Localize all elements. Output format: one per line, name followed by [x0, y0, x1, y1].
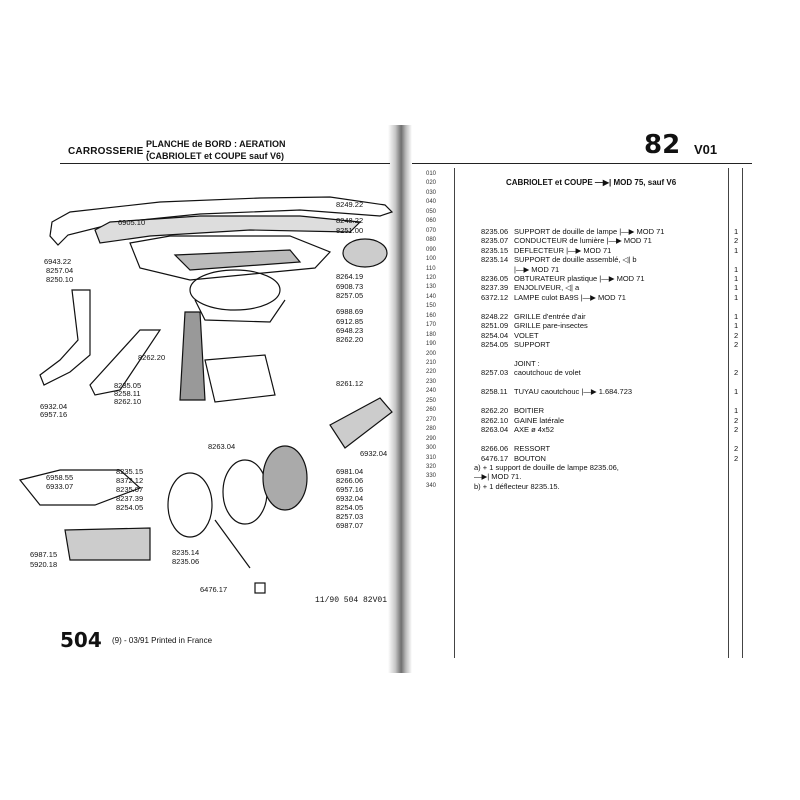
part-label: 8235.06	[172, 557, 200, 566]
table-row	[424, 293, 744, 302]
part-label: 6987.15	[30, 550, 58, 559]
vent-grille-mesh	[175, 250, 300, 270]
part-label: 6908.73	[336, 282, 364, 291]
part-label: 5920.18	[30, 560, 58, 569]
table-row	[424, 331, 744, 340]
part-reference: 8262.20	[481, 406, 509, 416]
footer-print-info: (9) - 03/91 Printed in France	[112, 636, 213, 645]
table-row	[424, 227, 744, 236]
part-reference: 8248.22	[481, 311, 509, 321]
left-hose	[40, 290, 90, 385]
part-description: SUPPORT de douille de lampe |—▶ MOD 71	[514, 226, 665, 236]
line-number-text: 120	[426, 274, 437, 281]
line-number-text: 310	[426, 454, 437, 461]
part-quantity: 1	[734, 321, 739, 331]
line-number-text: 070	[426, 227, 437, 234]
part-reference: 8235.15	[481, 245, 509, 255]
part-quantity: 1	[734, 311, 739, 321]
line-number	[424, 435, 744, 444]
part-label: 8257.05	[336, 291, 364, 300]
part-reference: 8251.09	[481, 321, 509, 331]
table-row	[424, 425, 744, 434]
part-label: 8261.12	[336, 379, 364, 388]
line-number	[424, 208, 744, 217]
table-row	[424, 359, 744, 368]
part-description: BOUTON	[514, 453, 546, 463]
part-reference: 8257.03	[481, 368, 509, 378]
center-housing-body	[195, 300, 285, 322]
part-description: GRILLE d'entrée d'air	[514, 311, 586, 321]
line-number-text: 180	[426, 331, 437, 338]
line-number-text: 190	[426, 341, 437, 348]
part-description: ENJOLIVEUR, ◁| a	[514, 283, 580, 293]
part-label: 8235.14	[172, 548, 200, 557]
line-number-text: 200	[426, 350, 437, 357]
line-number-text: 280	[426, 426, 437, 433]
part-description: SUPPORT de douille assemblé, ◁| b	[514, 255, 637, 265]
part-description: OBTURATEUR plastique |—▶ MOD 71	[514, 273, 645, 283]
part-description: RESSORT	[514, 444, 551, 454]
part-quantity: 2	[734, 330, 739, 340]
part-label: 6912.85	[336, 317, 364, 326]
part-label: 8372.12	[116, 476, 144, 485]
line-number	[424, 350, 744, 359]
part-label: 8235.15	[116, 467, 144, 476]
part-reference: 8263.04	[481, 425, 509, 435]
table-row	[424, 321, 744, 330]
table-row	[424, 236, 744, 245]
line-number-text: 290	[426, 435, 437, 442]
section-title-line2: (CABRIOLET et COUPE sauf V6)	[146, 151, 285, 161]
line-number	[424, 397, 744, 406]
part-reference: 6372.12	[481, 292, 509, 302]
part-quantity: 1	[734, 226, 739, 236]
link-rod	[215, 520, 250, 568]
line-number-text: 010	[426, 171, 437, 177]
part-description: caoutchouc de volet	[514, 368, 581, 378]
line-number-text: 060	[426, 218, 437, 225]
part-label: 8262.20	[138, 353, 166, 362]
part-quantity: 1	[734, 264, 739, 274]
part-quantity: 2	[734, 236, 739, 246]
page-number: 82	[644, 130, 681, 160]
part-reference: 8258.11	[481, 387, 508, 397]
page-code: V01	[694, 142, 718, 157]
round-ring	[223, 460, 267, 524]
part-label: 6943.22	[44, 257, 72, 266]
part-label: 6933.07	[46, 482, 74, 491]
line-number-text: 160	[426, 312, 437, 319]
part-label: 8258.11	[114, 389, 141, 398]
line-number-text: 220	[426, 369, 437, 376]
line-number-text: 300	[426, 445, 437, 452]
part-quantity: 2	[734, 453, 739, 463]
part-label: 8235.05	[114, 381, 142, 390]
line-number-text: 230	[426, 378, 437, 385]
line-number	[424, 482, 744, 491]
line-number	[424, 198, 744, 207]
part-description: BOITIER	[514, 406, 545, 416]
part-label: 8266.06	[336, 476, 364, 485]
deflector-vent	[65, 528, 150, 560]
line-number-text: 100	[426, 256, 437, 263]
header-rule-right	[412, 163, 752, 164]
table-row	[424, 246, 744, 255]
table-row	[424, 340, 744, 349]
page-header-right	[644, 130, 718, 160]
part-quantity: 2	[734, 425, 739, 435]
part-quantity: 1	[734, 406, 739, 416]
line-number-text: 210	[426, 360, 437, 366]
part-quantity: 1	[734, 283, 739, 293]
line-number-text: 240	[426, 388, 437, 395]
part-quantity: 1	[734, 273, 739, 283]
line-number-text: 050	[426, 208, 437, 215]
line-number-text: 130	[426, 284, 437, 291]
line-number-text: 080	[426, 237, 437, 244]
part-label: 6932.04	[360, 449, 388, 458]
part-label: 6932.04	[40, 402, 68, 411]
line-number	[424, 189, 744, 198]
part-label: 6476.17	[200, 585, 228, 594]
line-number	[424, 179, 744, 188]
table-row	[424, 312, 744, 321]
part-label: 8237.39	[116, 494, 144, 503]
part-description: AXE ø 4x52	[514, 425, 555, 435]
page-footer	[60, 628, 213, 652]
line-number-text: 170	[426, 322, 437, 329]
table-row	[424, 444, 744, 453]
line-number-text: 030	[426, 189, 437, 196]
part-quantity: 2	[734, 368, 739, 378]
footnote: —▶| MOD 71.	[474, 472, 522, 482]
part-label: 8254.05	[336, 503, 364, 512]
part-label: 8257.04	[46, 266, 74, 275]
part-quantity: 1	[734, 387, 739, 397]
part-description: |—▶ MOD 71	[514, 264, 560, 274]
line-number-text: 110	[426, 265, 436, 272]
part-label: 8257.03	[336, 512, 364, 521]
part-label: 6905.10	[118, 218, 146, 227]
part-label: 8249.22	[336, 200, 364, 209]
part-description: GRILLE pare-insectes	[514, 321, 588, 331]
category-label: CARROSSERIE -	[68, 146, 151, 157]
footnote: b) + 1 déflecteur 8235.15.	[474, 481, 560, 491]
part-description: TUYAU caoutchouc |—▶ 1.684.723	[514, 387, 633, 397]
part-reference: 8235.06	[481, 226, 509, 236]
line-number-text: 320	[426, 463, 437, 470]
part-label: 6948.23	[336, 326, 364, 335]
line-number-text: 150	[426, 303, 437, 310]
table-section-title: CABRIOLET et COUPE —▶| MOD 75, sauf V6	[506, 178, 677, 187]
table-row	[424, 454, 744, 463]
table-row	[424, 406, 744, 415]
part-description: CONDUCTEUR de lumière |—▶ MOD 71	[514, 236, 652, 246]
part-description: SUPPORT	[514, 340, 551, 350]
line-number-text: 260	[426, 407, 437, 414]
line-number-text: 270	[426, 416, 437, 423]
part-description: GAINE latérale	[514, 415, 565, 425]
part-label: 8262.20	[336, 335, 364, 344]
line-number-text: 040	[426, 199, 437, 206]
boitier-box	[205, 355, 275, 402]
corrugated-duct	[180, 312, 205, 400]
table-row	[424, 265, 744, 274]
part-label: 6987.07	[336, 521, 364, 530]
section-title-line1: PLANCHE de BORD : AERATION	[146, 139, 286, 149]
round-housing-right	[263, 446, 307, 510]
line-number-text: 140	[426, 293, 437, 300]
part-quantity: 2	[734, 415, 739, 425]
part-reference: 8266.06	[481, 444, 509, 454]
footer-model-number: 504	[60, 628, 102, 652]
table-row	[424, 274, 744, 283]
part-label: 6988.69	[336, 307, 364, 316]
part-label: 6957.16	[336, 485, 364, 494]
parts-table	[424, 168, 744, 658]
part-label: 8250.10	[46, 275, 74, 284]
part-reference: 8237.39	[481, 283, 509, 293]
part-reference: 8254.05	[481, 340, 509, 350]
part-reference: 8235.07	[481, 236, 509, 246]
table-row	[424, 255, 744, 264]
line-number	[424, 302, 744, 311]
line-number	[424, 170, 744, 179]
part-description: LAMPE culot BA9S |—▶ MOD 71	[514, 292, 626, 302]
part-label: 8251.00	[336, 226, 364, 235]
footnote: a) + 1 support de douille de lampe 8235.06,	[474, 462, 619, 472]
part-quantity: 1	[734, 245, 739, 255]
table-row	[424, 283, 744, 292]
part-reference: 8236.05	[481, 273, 509, 283]
part-quantity: 1	[734, 292, 739, 302]
table-row	[424, 387, 744, 396]
part-label: 6958.55	[46, 473, 74, 482]
button-knob-shape	[255, 583, 265, 593]
part-quantity: 2	[734, 444, 739, 454]
line-number-text: 250	[426, 397, 437, 404]
part-label: 6932.04	[336, 494, 364, 503]
part-label: 6981.04	[336, 467, 364, 476]
line-number-text: 340	[426, 482, 437, 489]
line-number	[424, 472, 744, 481]
line-number	[424, 217, 744, 226]
round-housing-left	[168, 473, 212, 537]
part-label: 6957.16	[40, 410, 68, 419]
vent-knob-shape	[343, 239, 387, 267]
part-reference: 8254.04	[481, 330, 509, 340]
part-label: 8248.22	[336, 216, 364, 225]
table-row	[424, 416, 744, 425]
line-number-text: 020	[426, 180, 437, 187]
part-quantity: 2	[734, 340, 739, 350]
line-number	[424, 378, 744, 387]
part-label: 8235.07	[116, 485, 144, 494]
table-row	[424, 368, 744, 377]
part-description: DEFLECTEUR |—▶ MOD 71	[514, 245, 612, 255]
part-label: 8262.10	[114, 397, 142, 406]
line-number-text: 330	[426, 473, 437, 480]
part-label: 8254.05	[116, 503, 144, 512]
part-label: 8263.04	[208, 442, 236, 451]
figure-reference: 11/90 504 82V01	[315, 596, 388, 605]
part-description: JOINT :	[514, 359, 540, 368]
line-number-text: 090	[426, 246, 437, 253]
part-reference: 8262.10	[481, 415, 509, 425]
right-flap	[330, 398, 392, 448]
part-reference: 8235.14	[481, 255, 509, 265]
part-label: 8264.19	[336, 272, 364, 281]
part-reference: 6476.17	[481, 453, 509, 463]
part-description: VOLET	[514, 330, 539, 340]
